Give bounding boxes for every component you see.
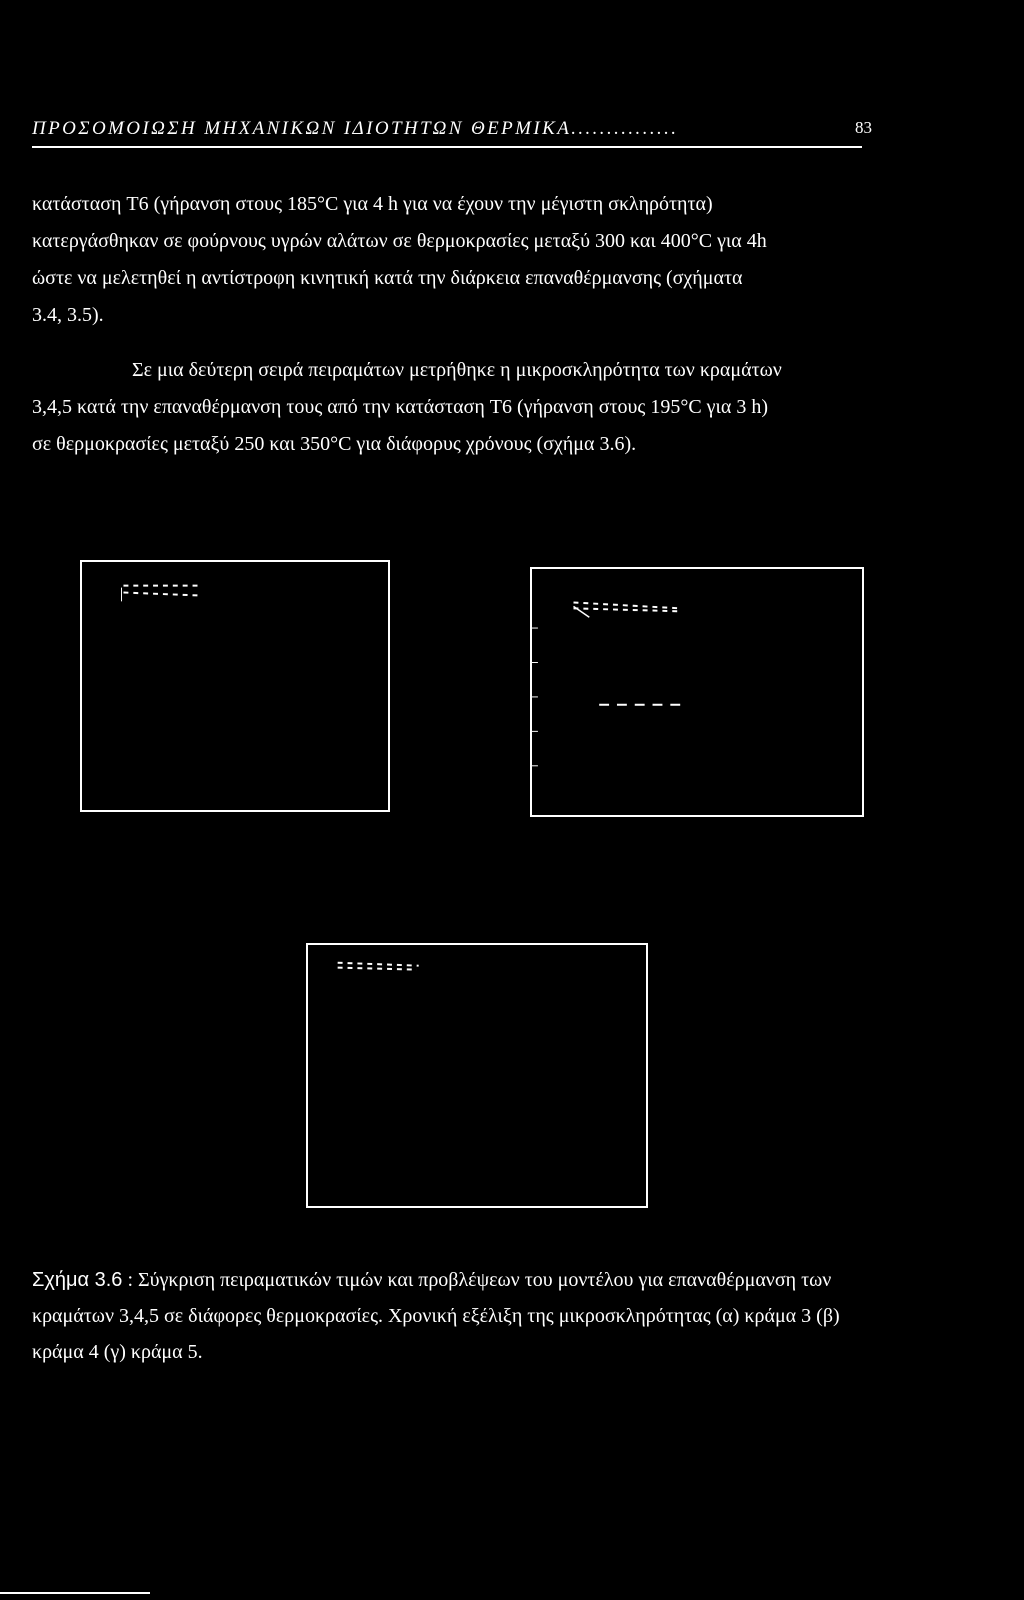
- panel-beta-plot: [532, 569, 862, 815]
- paragraph-line: Σε μια δεύτερη σειρά πειραμάτων μετρήθηκε η μικροσκληρότητα των κραμάτων: [132, 359, 782, 381]
- paragraph-line: σε θερμοκρασίες μεταξύ 250 και 350°C για διάφορυς χρόνους (σχήμα 3.6).: [32, 433, 637, 455]
- figure-caption: [32, 1262, 922, 1370]
- paragraph-line: κατάσταση T6 (γήρανση στους 185°C για 4 h για να έχουν την μέγιστη σκληρότητα): [32, 193, 713, 215]
- panel-gamma-dashed-curve: [338, 963, 419, 966]
- page-edge-mark: [0, 1592, 150, 1594]
- figure-panel-gamma: [306, 943, 648, 1208]
- paragraph-1: [32, 186, 902, 334]
- caption-text: : Σύγκριση πειραματικών τιμών και προβλέψεων του μοντέλου για επαναθέρμανση των: [122, 1269, 832, 1291]
- paragraph-line: ώστε να μελετηθεί η αντίστροφη κινητική κατά την διάρκεια επαναθέρμανσης (σχήματα: [32, 267, 743, 289]
- caption-line: κραμάτων 3,4,5 σε διάφορες θερμοκρασίες. Χρονική εξέλιξη της μικροσκληρότητας (α) κράμα 3 (β): [32, 1305, 840, 1327]
- page-number: 83: [855, 118, 872, 137]
- paragraph-2: [32, 352, 902, 463]
- caption-line: κράμα 4 (γ) κράμα 5.: [32, 1341, 203, 1363]
- running-header-title: ΠΡΟΣΟΜΟΙΩΣΗ ΜΗΧΑΝΙΚΩΝ ΙΔΙΟΤΗΤΩΝ ΘΕΡΜΙΚΑ...............: [32, 118, 679, 139]
- caption-label: Σχήμα 3.6: [32, 1269, 123, 1291]
- paragraph-line: κατεργάσθηκαν σε φούρνους υγρών αλάτων σε θερμοκρασίες μεταξύ 300 και 400°C για 4h: [32, 230, 767, 252]
- panel-beta-dashed-curve: [573, 608, 680, 611]
- figure-panel-alpha: [80, 560, 390, 812]
- header-rule: [32, 146, 862, 148]
- caption-line: [32, 1262, 922, 1298]
- panel-beta-dashed-curve: [573, 602, 680, 608]
- figure-panel-beta: [530, 567, 864, 817]
- panel-alpha-plot: [82, 562, 388, 810]
- panel-alpha-dashed-curve: [123, 593, 198, 596]
- panel-gamma-dashed-curve: [338, 968, 417, 970]
- panel-gamma-plot: [308, 945, 646, 1206]
- paragraph-line: 3.4, 3.5).: [32, 304, 104, 326]
- paragraph-line: 3,4,5 κατά την επαναθέρμανση τους από την κατάσταση T6 (γήρανση στους 195°C για 3 h): [32, 396, 769, 418]
